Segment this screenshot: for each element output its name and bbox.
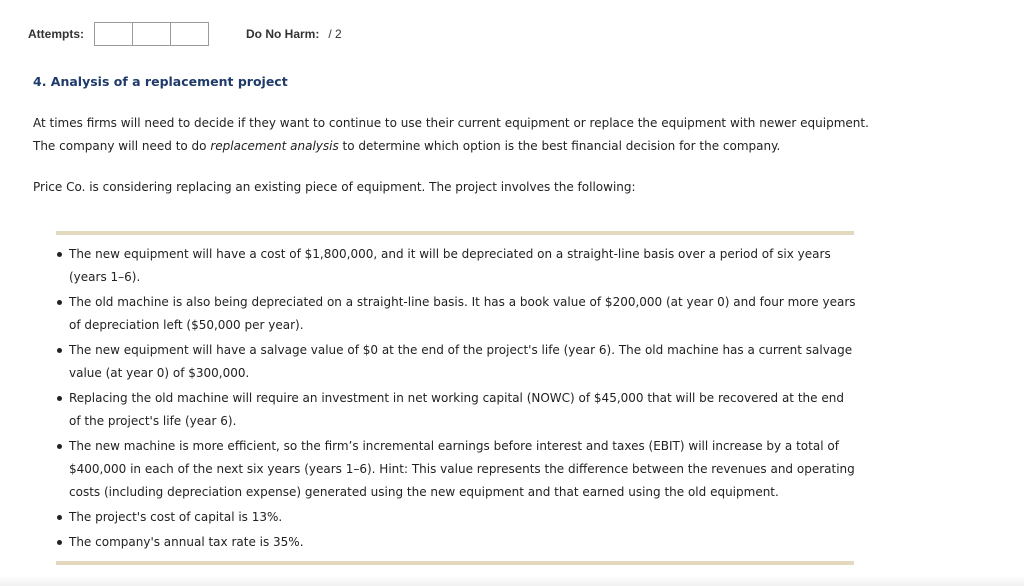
top-divider	[56, 231, 854, 235]
list-item	[56, 435, 856, 504]
bullet-icon	[57, 300, 62, 305]
intro-emphasis: replacement analysis	[210, 139, 339, 153]
list-item-text: The company's annual tax rate is 35%.	[69, 535, 304, 549]
attempts-header	[28, 21, 342, 47]
page-bottom-shade	[0, 575, 1024, 586]
list-item-text: Replacing the old machine will require an investment in net working capital (NOWC) of $45,000 that will be recovered at the end of the project's life (year 6).	[69, 391, 844, 428]
question-title: 4. Analysis of a replacement project	[33, 74, 288, 89]
list-item-text: The project's cost of capital is 13%.	[69, 510, 283, 524]
bullet-icon	[57, 348, 62, 353]
list-item	[56, 291, 856, 337]
bullet-icon	[57, 540, 62, 545]
list-item	[56, 506, 856, 529]
list-item-text: The old machine is also being depreciated on a straight-line basis. It has a book value of $200,000 (at year 0) and four more years of depreciation left ($50,000 per year).	[69, 295, 856, 332]
bullet-icon	[57, 515, 62, 520]
list-item	[56, 243, 856, 289]
bullet-icon	[57, 396, 62, 401]
bottom-divider	[56, 561, 854, 565]
do-no-harm-score: / 2	[328, 27, 342, 41]
list-item	[56, 531, 856, 554]
list-item	[56, 387, 856, 433]
attempt-box	[95, 23, 133, 45]
list-item-text: The new equipment will have a salvage value of $0 at the end of the project's life (year 6). The old machine has a current salvage value (at year 0) of $300,000.	[69, 343, 853, 380]
list-item-text: The new equipment will have a cost of $1,800,000, and it will be depreciated on a straight-line basis over a period of six years (years 1–6).	[69, 247, 831, 284]
list-item	[56, 339, 856, 385]
attempt-box	[171, 23, 208, 45]
lead-paragraph: Price Co. is considering replacing an existing piece of equipment. The project involves the following:	[33, 180, 636, 194]
bullet-icon	[57, 444, 62, 449]
list-item-text: The new machine is more efficient, so the firm’s incremental earnings before interest and taxes (EBIT) will increase by a total of $400,000 in each of the next six years (years 1–6). Hint: This value represents the difference between the revenues and operating costs (including depreciation expense) generated using the new equipment and that earned using the old equipment.	[69, 439, 855, 499]
attempt-box	[133, 23, 171, 45]
intro-text-part2: to determine which option is the best financial decision for the company.	[338, 139, 781, 153]
bullet-icon	[57, 252, 62, 257]
intro-text-part1: At times firms will need to decide if they want to continue to use their current equipment or replace the equipment with newer equipment. The company will need to do	[33, 116, 869, 153]
project-facts-list	[56, 243, 856, 556]
attempt-boxes	[94, 22, 209, 46]
do-no-harm-label: Do No Harm:	[246, 27, 320, 41]
intro-paragraph	[33, 112, 893, 158]
attempts-label: Attempts:	[28, 27, 84, 41]
